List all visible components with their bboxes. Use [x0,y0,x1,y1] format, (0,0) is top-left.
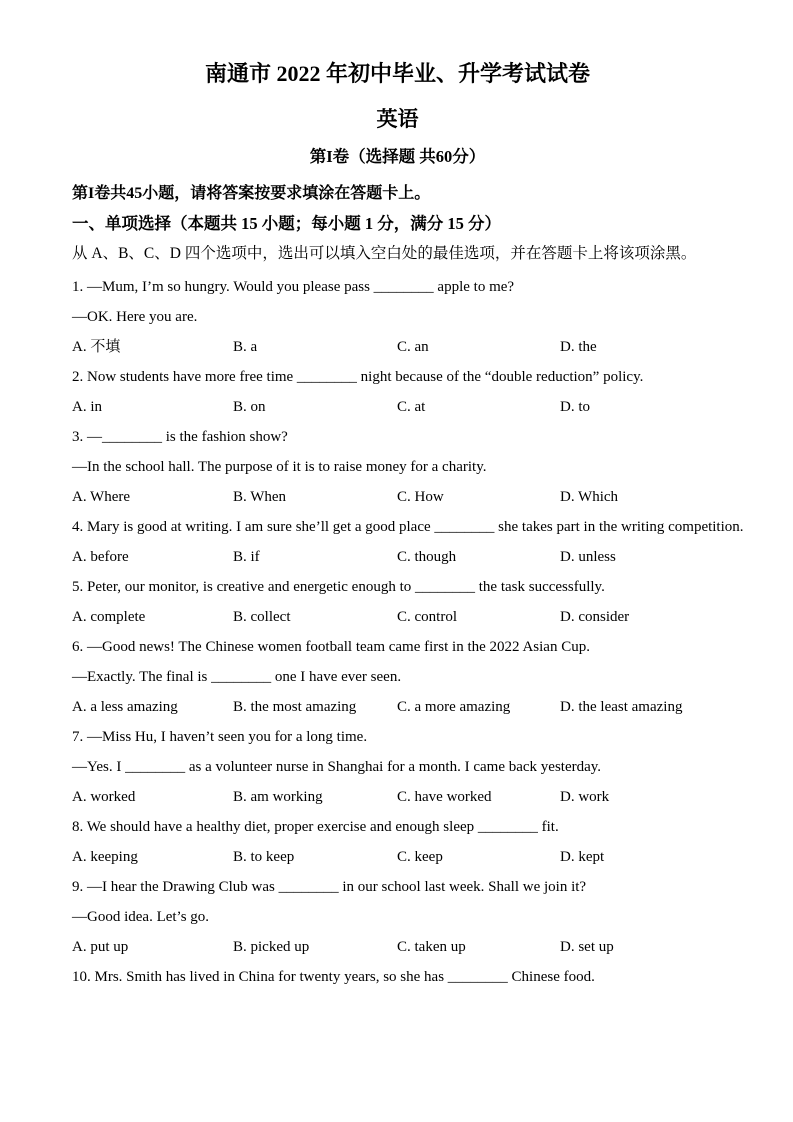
question-stem: 9. —I hear the Drawing Club was ________ in our school last week. Shall we join it? [72,879,587,896]
question-reply: —OK. Here you are. [72,309,198,326]
option-c: C. keep [397,849,443,866]
answer-sheet-notice: 第I卷共45小题，请将答案按要求填涂在答题卡上。 [72,185,431,203]
option-a: A. worked [72,789,136,806]
option-d: D. to [560,399,590,416]
option-a: A. before [72,549,129,566]
option-d: D. set up [560,939,614,956]
option-c: C. control [397,609,457,626]
question-6 [72,632,723,722]
option-a: A. a less amazing [72,699,178,716]
option-d: D. the [560,339,597,356]
question-reply: —In the school hall. The purpose of it is to raise money for a charity. [72,459,487,476]
option-b: B. When [233,489,287,506]
question-options [72,692,723,722]
option-c: C. have worked [397,789,492,806]
question-5 [72,572,723,632]
question-reply: —Exactly. The final is ________ one I have ever seen. [72,669,402,686]
question-options [72,542,723,572]
option-a: A. put up [72,939,129,956]
question-8 [72,812,723,872]
option-c: C. at [397,399,426,416]
question-2 [72,362,723,422]
question-stem: 1. —Mum, I’m so hungry. Would you please pass ________ apple to me? [72,279,515,296]
option-d: D. Which [560,489,619,506]
option-c: C. an [397,339,429,356]
part-one-instructions: 从 A、B、C、D 四个选项中，选出可以填入空白处的最佳选项，并在答题卡上将该项涂黑。 [72,245,697,263]
question-7 [72,722,723,812]
option-d: D. kept [560,849,605,866]
option-c: C. How [397,489,444,506]
option-c: C. though [397,549,457,566]
question-options [72,482,723,512]
option-b: B. to keep [233,849,295,866]
option-a: A. Where [72,489,131,506]
question-stem: 3. —________ is the fashion show? [72,429,288,446]
option-a: A. complete [72,609,146,626]
question-stem: 4. Mary is good at writing. I am sure she’ll get a good place ________ she takes part in the writing competition. [72,519,744,536]
question-options [72,932,723,962]
question-stem: 6. —Good news! The Chinese women football team came first in the 2022 Asian Cup. [72,639,590,656]
question-stem: 8. We should have a healthy diet, proper exercise and enough sleep ________ fit. [72,819,559,836]
option-d: D. consider [560,609,630,626]
option-c: C. taken up [397,939,466,956]
question-1 [72,272,723,362]
question-stem: 5. Peter, our monitor, is creative and energetic enough to ________ the task successfully. [72,579,605,596]
option-b: B. on [233,399,266,416]
exam-title: 南通市 2022 年初中毕业、升学考试试卷 [204,61,590,86]
question-stem: 2. Now students have more free time ________ night because of the “double reduction” policy. [72,369,644,386]
question-3 [72,422,723,512]
option-a: A. in [72,399,102,416]
question-reply: —Yes. I ________ as a volunteer nurse in Shanghai for a month. I came back yesterday. [72,759,602,776]
question-9 [72,872,723,962]
question-stem: 10. Mrs. Smith has lived in China for twenty years, so she has ________ Chinese food. [72,969,595,986]
option-c: C. a more amazing [397,699,511,716]
option-b: B. the most amazing [233,699,357,716]
question-options [72,782,723,812]
option-a: A. keeping [72,849,138,866]
option-d: D. unless [560,549,616,566]
option-b: B. collect [233,609,291,626]
question-reply: —Good idea. Let’s go. [72,909,210,926]
question-options [72,332,723,362]
question-options [72,602,723,632]
option-a: A. 不填 [72,339,121,356]
subject-title: 英语 [376,106,419,131]
question-options [72,842,723,872]
option-d: D. the least amazing [560,699,683,716]
option-b: B. if [233,549,260,566]
section-header: 第I卷（选择题 共60分） [309,146,486,166]
option-b: B. am working [233,789,323,806]
question-stem: 7. —Miss Hu, I haven’t seen you for a long time. [72,729,368,746]
question-10 [72,962,723,992]
option-b: B. a [233,339,258,356]
option-b: B. picked up [233,939,310,956]
part-one-heading: 一、单项选择（本题共 15 小题；每小题 1 分，满分 15 分） [72,214,501,234]
question-options [72,392,723,422]
question-4 [72,512,744,572]
option-d: D. work [560,789,610,806]
